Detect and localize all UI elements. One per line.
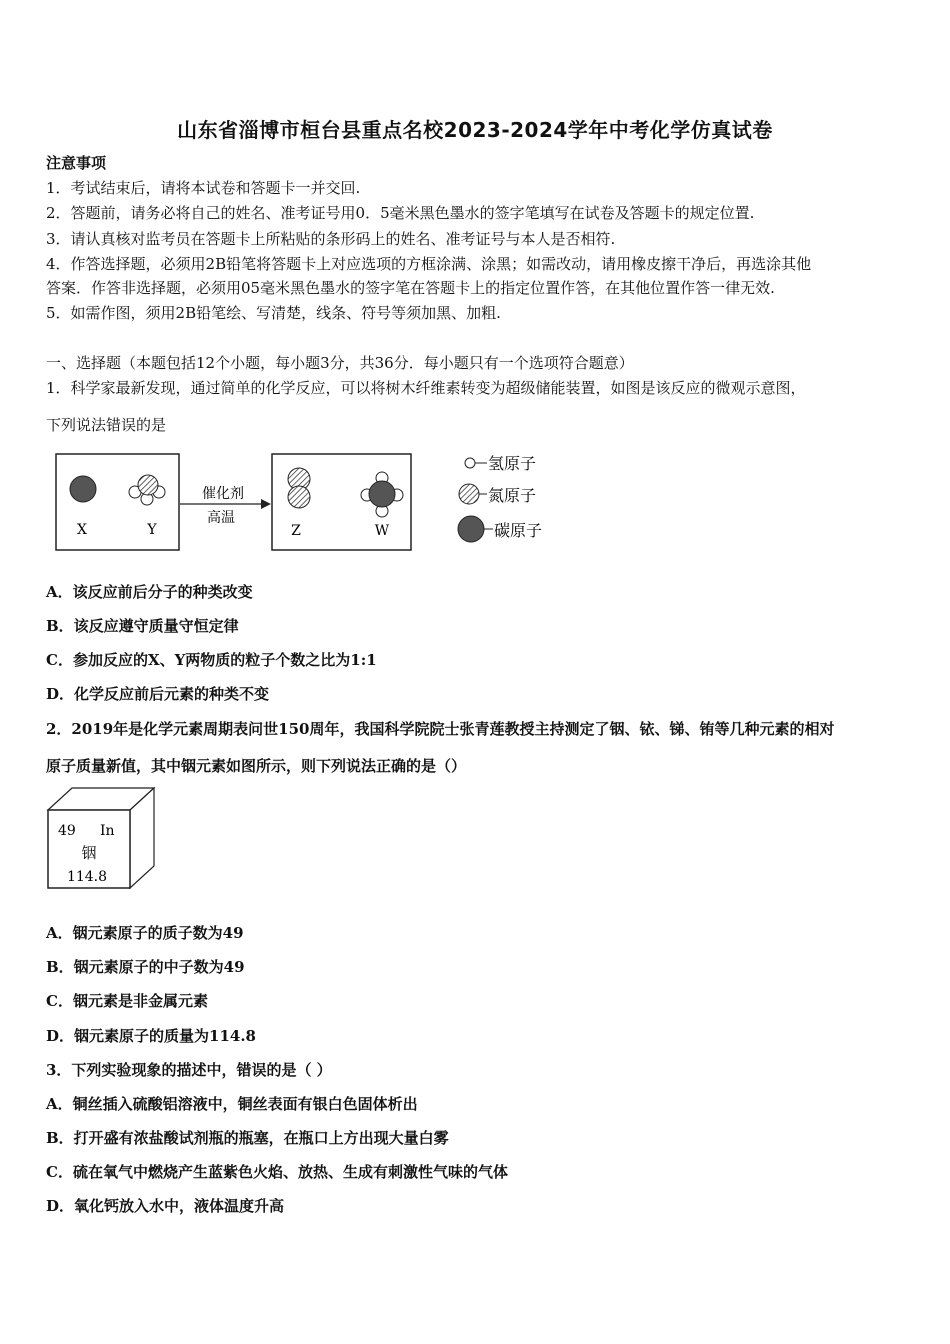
carbon-atom-x	[70, 476, 96, 502]
legend-nitrogen-label: 氮原子	[488, 486, 537, 505]
label-x: X	[77, 522, 87, 538]
legend-carbon-icon	[458, 516, 484, 542]
q3-option-a: A．铜丝插入硫酸铝溶液中，铜丝表面有银白色固体析出	[46, 1095, 418, 1113]
q2-option-c: C．铟元素是非金属元素	[46, 992, 208, 1010]
q1-option-c: C．参加反应的X、Y两物质的粒子个数之比为1:1	[46, 651, 377, 669]
element-name: 铟	[81, 844, 97, 862]
legend-hydrogen-label: 氢原子	[488, 454, 537, 473]
reaction-diagram	[55, 440, 575, 560]
q2-option-d: D．铟元素原子的质量为114.8	[46, 1027, 256, 1045]
q2-option-b: B．铟元素原子的中子数为49	[46, 958, 245, 976]
notice-item: 4．作答选择题，必须用2B铅笔将答题卡上对应选项的方框涂满、涂黑；如需改动，请用橡皮擦干净后，再选涂其他	[46, 255, 812, 273]
legend-nitrogen-icon	[459, 484, 479, 504]
label-z: Z	[291, 523, 301, 539]
q3-option-b: B．打开盛有浓盐酸试剂瓶的瓶塞，在瓶口上方出现大量白雾	[46, 1129, 449, 1147]
page-title: 山东省淄博市桓台县重点名校2023-2024学年中考化学仿真试卷	[177, 118, 773, 142]
nitrogen-atom-z	[288, 486, 310, 508]
reactant-box	[56, 454, 179, 550]
nitrogen-atom-y	[138, 475, 158, 495]
q2-stem-line2: 原子质量新值，其中铟元素如图所示，则下列说法正确的是（）	[46, 757, 467, 775]
q1-option-a: A．该反应前后分子的种类改变	[46, 583, 253, 601]
legend-carbon-label: 碳原子	[494, 521, 543, 540]
q1-option-d: D．化学反应前后元素的种类不变	[46, 685, 270, 703]
notice-item: 5．如需作图，须用2B铅笔绘、写清楚，线条、符号等须加黑、加粗.	[46, 304, 501, 322]
q1-stem-line2: 下列说法错误的是	[46, 416, 167, 434]
notice-heading: 注意事项	[46, 154, 107, 172]
section-heading: 一、选择题（本题包括12个小题，每小题3分，共36分．每小题只有一个选项符合题意）	[46, 354, 634, 372]
q3-stem: 3．下列实验现象的描述中，错误的是（ ）	[46, 1061, 332, 1079]
element-symbol: In	[100, 823, 115, 839]
atomic-number: 49	[58, 823, 76, 839]
indium-element-card	[46, 786, 158, 892]
notice-item: 3．请认真核对监考员在答题卡上所粘贴的条形码上的姓名、准考证号与本人是否相符.	[46, 230, 616, 248]
arrow-head	[261, 499, 271, 509]
q3-option-d: D．氧化钙放入水中，液体温度升高	[46, 1197, 285, 1215]
q3-option-c: C．硫在氧气中燃烧产生蓝紫色火焰、放热、生成有刺激性气味的气体	[46, 1163, 508, 1181]
q2-option-a: A．铟元素原子的质子数为49	[46, 924, 244, 942]
notice-item: 2．答题前，请务必将自己的姓名、准考证号用0．5毫米黑色墨水的签字笔填写在试卷及答题卡的规定位置.	[46, 204, 755, 222]
catalyst-label: 催化剂	[202, 486, 244, 502]
temperature-label: 高温	[207, 510, 235, 526]
label-y: Y	[147, 522, 157, 538]
legend-hydrogen-icon	[465, 458, 475, 468]
notice-item: 1．考试结束后，请将本试卷和答题卡一并交回.	[46, 179, 361, 197]
label-w: W	[374, 523, 390, 539]
q2-stem-line1: 2．2019年是化学元素周期表问世150周年，我国科学院院士张青莲教授主持测定了铟、铱、锑、铕等几种元素的相对	[46, 720, 835, 738]
carbon-atom-w	[369, 481, 395, 507]
q1-option-b: B．该反应遵守质量守恒定律	[46, 617, 239, 635]
notice-item: 答案．作答非选择题，必须用05毫米黑色墨水的签字笔在答题卡上的指定位置作答，在其他位置作答一律无效.	[46, 279, 775, 297]
atomic-mass: 114.8	[66, 869, 108, 885]
q1-stem-line1: 1．科学家最新发现，通过简单的化学反应，可以将树木纤维素转变为超级储能装置，如图是该反应的微观示意图，	[46, 379, 806, 397]
